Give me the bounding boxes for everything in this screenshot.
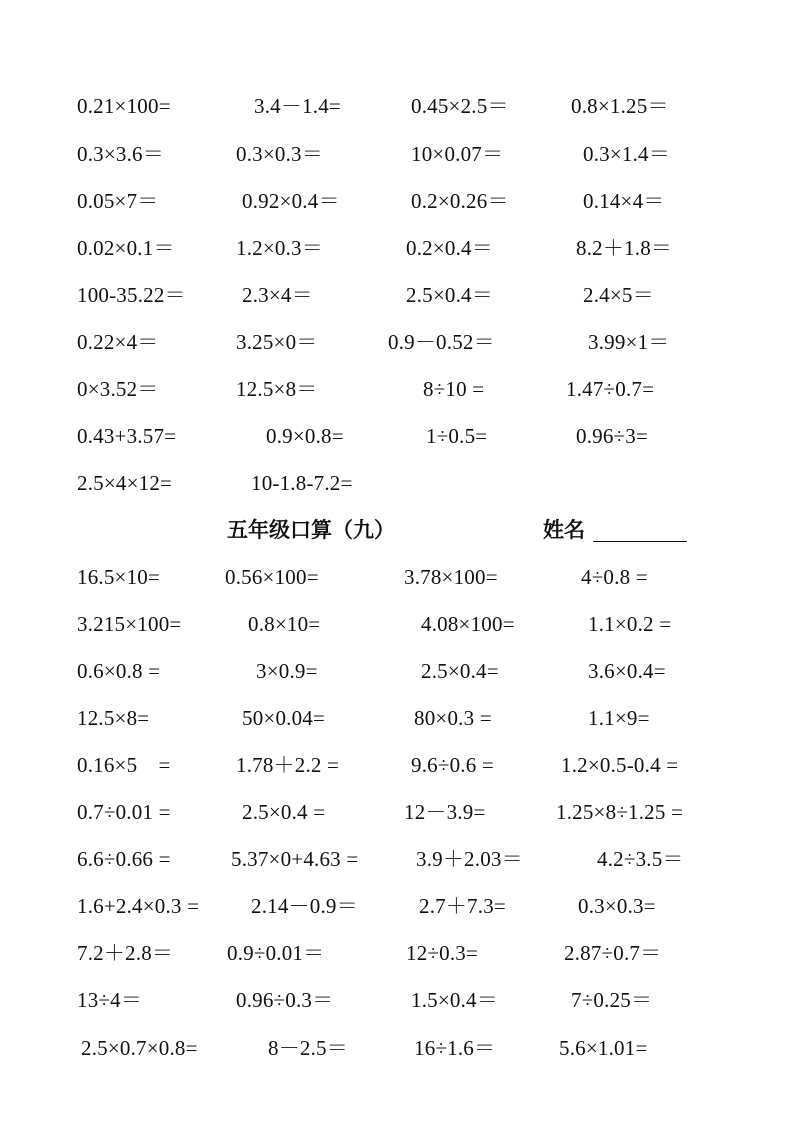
problem: 0.7÷0.01 = [77,800,171,824]
problem: 0.6×0.8 = [77,659,161,683]
problem: 0.3×1.4＝ [583,142,670,166]
problem: 0.2×0.26＝ [411,189,509,213]
problem: 1.78＋2.2 = [236,753,340,777]
problem: 1.6+2.4×0.3 = [77,894,200,918]
problem-row [0,984,800,1016]
problem: 12.5×8＝ [236,377,318,401]
problem: 0.21×100= [77,94,171,118]
name-label: 姓名 [543,518,585,542]
page-title: 五年级口算（九） [227,518,395,542]
problem-row [0,843,800,875]
problem-row [0,326,800,358]
problem: 2.14－0.9＝ [251,894,358,918]
problem: 16÷1.6＝ [414,1036,496,1060]
problem: 5.37×0+4.63 = [231,847,359,871]
problem-row [0,890,800,922]
problem: 0.3×0.3= [578,894,656,918]
problem-row [0,561,800,593]
problem: 1.25×8÷1.25 = [556,800,684,824]
problem: 3.4－1.4= [254,94,341,118]
problem-row [0,702,800,734]
problem-row [0,373,800,405]
problem: 1÷0.5= [426,424,488,448]
problem: 2.3×4＝ [242,283,313,307]
problem: 4.08×100= [421,612,515,636]
problem: 50×0.04= [242,706,326,730]
problem: 0.16×5 = [77,753,171,777]
problem: 5.6×1.01= [559,1036,648,1060]
problem: 0.14×4＝ [583,189,665,213]
problem: 12.5×8= [77,706,150,730]
problem: 1.5×0.4＝ [411,988,498,1012]
problem: 3.9＋2.03＝ [416,847,523,871]
worksheet-header [0,514,800,546]
problem: 0.02×0.1＝ [77,236,175,260]
problem: 8÷10 = [423,377,485,401]
problem-row [0,1032,800,1064]
problem: 13÷4＝ [77,988,143,1012]
problem: 8.2＋1.8＝ [576,236,673,260]
problem-row [0,796,800,828]
problem-row [0,420,800,452]
problem-row [0,279,800,311]
problem: 1.2×0.5-0.4 = [561,753,679,777]
problem: 3.215×100= [77,612,182,636]
problem-row [0,232,800,264]
problem: 2.5×0.4 = [242,800,326,824]
problem: 0.56×100= [225,565,319,589]
problem: 9.6÷0.6 = [411,753,494,777]
problem: 0.9－0.52＝ [388,330,495,354]
problem: 16.5×10= [77,565,161,589]
name-blank-line[interactable] [593,541,687,542]
problem: 80×0.3 = [414,706,492,730]
problem: 0.8×10= [248,612,321,636]
problem: 2.5×0.7×0.8= [81,1036,198,1060]
problem: 0.92×0.4＝ [242,189,340,213]
problem: 10×0.07＝ [411,142,504,166]
problem: 2.5×0.4= [421,659,499,683]
problem-row [0,467,800,499]
problem: 0.45×2.5＝ [411,94,509,118]
problem: 0×3.52＝ [77,377,159,401]
problem: 12－3.9= [404,800,486,824]
problem: 0.43+3.57= [77,424,177,448]
problem-row [0,90,800,122]
problem: 1.47÷0.7= [566,377,655,401]
problem: 3.25×0＝ [236,330,318,354]
problem: 1.1×9= [588,706,650,730]
problem: 3.6×0.4= [588,659,666,683]
problem: 0.96÷0.3＝ [236,988,334,1012]
problem: 0.3×0.3＝ [236,142,323,166]
problem-row [0,138,800,170]
problem: 2.4×5＝ [583,283,654,307]
problem: 7.2＋2.8＝ [77,941,174,965]
problem: 4÷0.8 = [581,565,648,589]
problem: 10-1.8-7.2= [251,471,353,495]
problem-row [0,937,800,969]
problem: 0.05×7＝ [77,189,159,213]
problem: 7÷0.25＝ [571,988,653,1012]
problem: 2.7＋7.3= [419,894,506,918]
problem: 3×0.9= [256,659,318,683]
problem: 100-35.22＝ [77,283,186,307]
problem: 0.8×1.25＝ [571,94,669,118]
problem: 6.6÷0.66 = [77,847,171,871]
problem: 3.78×100= [404,565,498,589]
problem-row [0,608,800,640]
problem: 1.1×0.2 = [588,612,672,636]
problem: 0.22×4＝ [77,330,159,354]
problem: 3.99×1＝ [588,330,670,354]
problem: 1.2×0.3＝ [236,236,323,260]
problem-row [0,655,800,687]
problem: 0.96÷3= [576,424,649,448]
problem: 0.9÷0.01＝ [227,941,325,965]
problem: 12÷0.3= [406,941,479,965]
problem: 8－2.5＝ [268,1036,348,1060]
problem: 2.5×0.4＝ [406,283,493,307]
problem: 2.87÷0.7＝ [564,941,662,965]
problem-row [0,185,800,217]
problem: 0.2×0.4＝ [406,236,493,260]
problem: 2.5×4×12= [77,471,173,495]
problem: 0.9×0.8= [266,424,344,448]
problem-row [0,749,800,781]
problem: 4.2÷3.5＝ [597,847,684,871]
problem: 0.3×3.6＝ [77,142,164,166]
